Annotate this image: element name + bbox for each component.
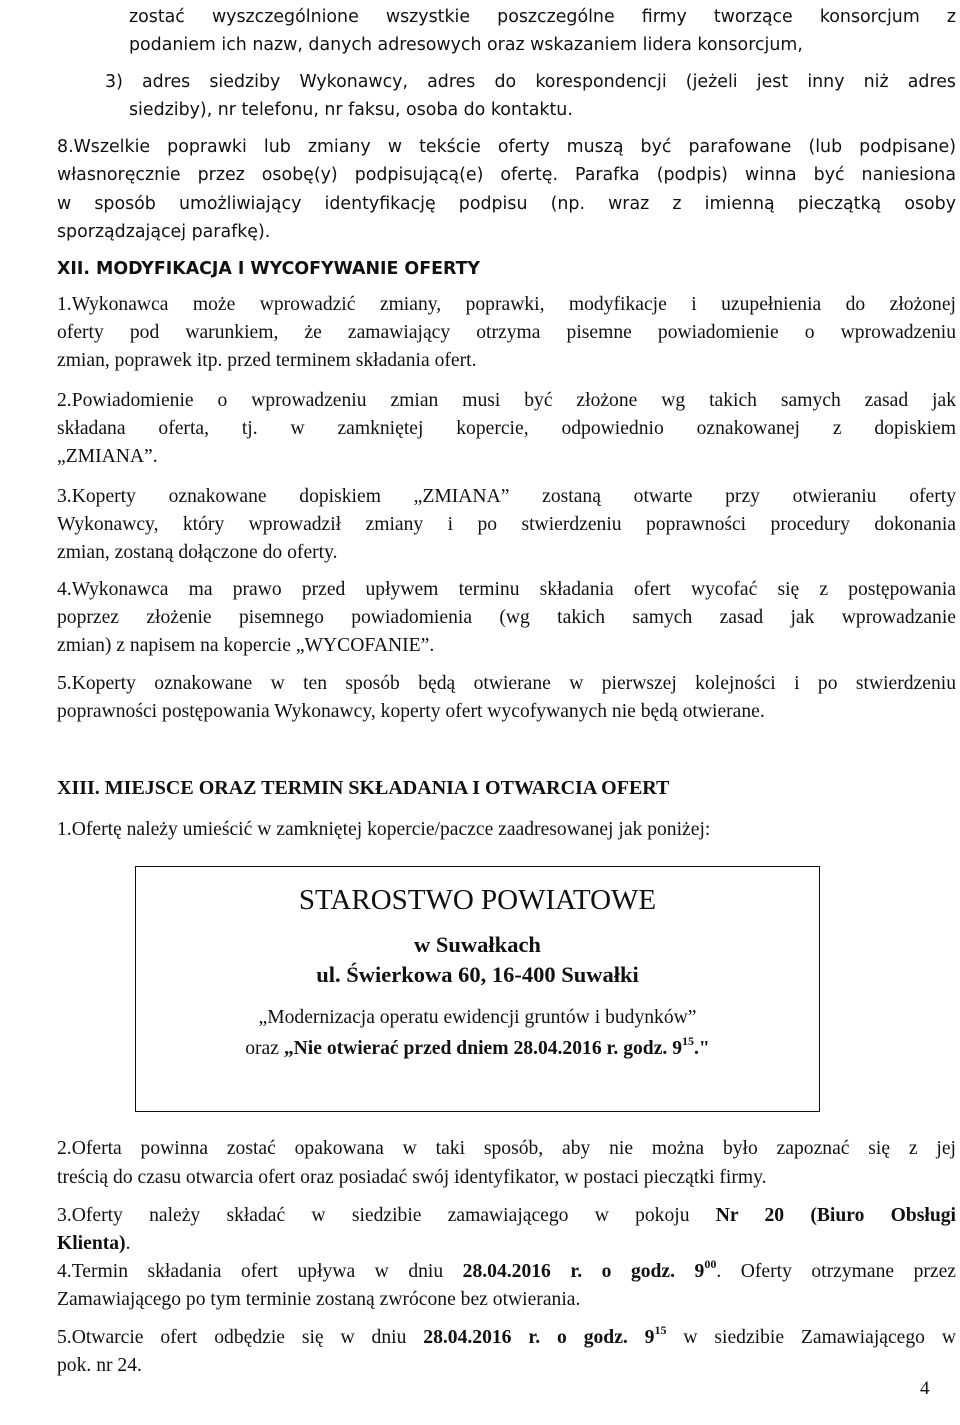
- section-13-heading: XIII. MIEJSCE ORAZ TERMIN SKŁADANIA I OTWARCIA OFERT: [57, 777, 670, 799]
- paragraph-line: oferty pod warunkiem, że zamawiający otrzyma pisemne powiadomienie o wprowadzeniu: [57, 322, 956, 343]
- paragraph-line: treścią do czasu otwarcia ofert oraz posiadać swój identyfikator, w postaci pieczątki firmy.: [57, 1167, 767, 1188]
- paragraph-line: „ZMIANA”.: [57, 446, 158, 467]
- paragraph-line: 1.Wykonawca może wprowadzić zmiany, poprawki, modyfikacje i uzupełnienia do złożonej: [57, 294, 956, 315]
- address-title: STAROSTWO POWIATOWE: [298, 884, 657, 916]
- paragraph-line: 3.Oferty należy składać w siedzibie zamawiającego w pokoju Nr 20 (Biuro Obsługi: [57, 1205, 956, 1226]
- address-notice: oraz „Nie otwierać przed dniem 28.04.2016 r. godz. $9^{15}$.": [245, 1034, 710, 1059]
- paragraph-line: 2.Oferta powinna zostać opakowana w taki sposób, aby nie można było zapoznać się z jej: [57, 1138, 956, 1159]
- text-line: podaniem ich nazw, danych adresowych oraz wskazaniem lidera konsorcjum,: [129, 35, 803, 55]
- item-8-line: sporządzającej parafkę).: [57, 222, 271, 242]
- paragraph-line: pok. nr 24.: [57, 1355, 142, 1376]
- item-8-line: 8.Wszelkie poprawki lub zmiany w tekście oferty muszą być parafowane (lub podpisane): [57, 137, 956, 157]
- text-line: zostać wyszczególnione wszystkie poszczególne firmy tworzące konsorcjum z: [129, 7, 956, 27]
- address-city: w Suwałkach: [414, 932, 541, 957]
- paragraph-line: 4.Wykonawca ma prawo przed upływem terminu składania ofert wycofać się z postępowania: [57, 579, 956, 600]
- paragraph-line: zmian, poprawek itp. przed terminem składania ofert.: [57, 350, 477, 371]
- page-number: 4: [920, 1378, 930, 1399]
- paragraph-line: poprawności postępowania Wykonawcy, koperty ofert wycofywanych nie będą otwierane.: [57, 701, 765, 722]
- paragraph-line: zmian) z napisem na kopercie „WYCOFANIE”.: [57, 635, 435, 656]
- item-8-line: w sposób umożliwiający identyfikację podpisu (np. wraz z imienną pieczątką osoby: [57, 194, 956, 214]
- paragraph-line: 5.Koperty oznakowane w ten sposób będą otwierane w pierwszej kolejności i po stwierdzeniu: [57, 673, 956, 694]
- paragraph-line: 3.Koperty oznakowane dopiskiem „ZMIANA” zostaną otwarte przy otwieraniu oferty: [57, 486, 956, 507]
- paragraph-line: 2.Powiadomienie o wprowadzeniu zmian musi być złożone wg takich samych zasad jak: [57, 390, 956, 411]
- paragraph-line: 5.Otwarcie ofert odbędzie się w dniu 28.04.2016 r. o godz. $9^{15}$ w siedzibie Zamawiającego w: [57, 1323, 956, 1348]
- paragraph-line: Wykonawcy, który wprowadził zmiany i po stwierdzeniu poprawności procedury dokonania: [57, 514, 956, 535]
- paragraph-line: 1.Ofertę należy umieścić w zamkniętej kopercie/paczce zaadresowanej jak poniżej:: [57, 819, 711, 840]
- text-line: siedziby), nr telefonu, nr faksu, osoba do kontaktu.: [129, 100, 573, 120]
- paragraph-line: Klienta).: [57, 1233, 131, 1254]
- paragraph-line: 4.Termin składania ofert upływa w dniu 28.04.2016 r. o godz. $9^{00}$. Oferty otrzymane przez: [57, 1257, 956, 1282]
- section-12-heading: XII. MODYFIKACJA I WYCOFYWANIE OFERTY: [57, 259, 481, 279]
- address-street: ul. Świerkowa 60, 16-400 Suwałki: [316, 962, 639, 987]
- paragraph-line: zmian, zostaną dołączone do oferty.: [57, 542, 338, 563]
- paragraph-line: Zamawiającego po tym terminie zostaną zwrócone bez otwierania.: [57, 1289, 581, 1310]
- paragraph-line: poprzez złożenie pisemnego powiadomienia (wg takich samych zasad jak wprowadzanie: [57, 607, 956, 628]
- address-project: „Modernizacja operatu ewidencji gruntów i budynków”: [258, 1007, 697, 1028]
- envelope-address-box: [135, 866, 820, 1112]
- item-8-line: własnoręcznie przez osobę(y) podpisującą(e) ofertę. Parafka (podpis) winna być naniesiona: [57, 165, 956, 185]
- paragraph-line: składana oferta, tj. w zamkniętej kopercie, odpowiednio oznakowanej z dopiskiem: [57, 418, 956, 439]
- list-item-3: 3) adres siedziby Wykonawcy, adres do korespondencji (jeżeli jest inny niż adres: [105, 72, 956, 92]
